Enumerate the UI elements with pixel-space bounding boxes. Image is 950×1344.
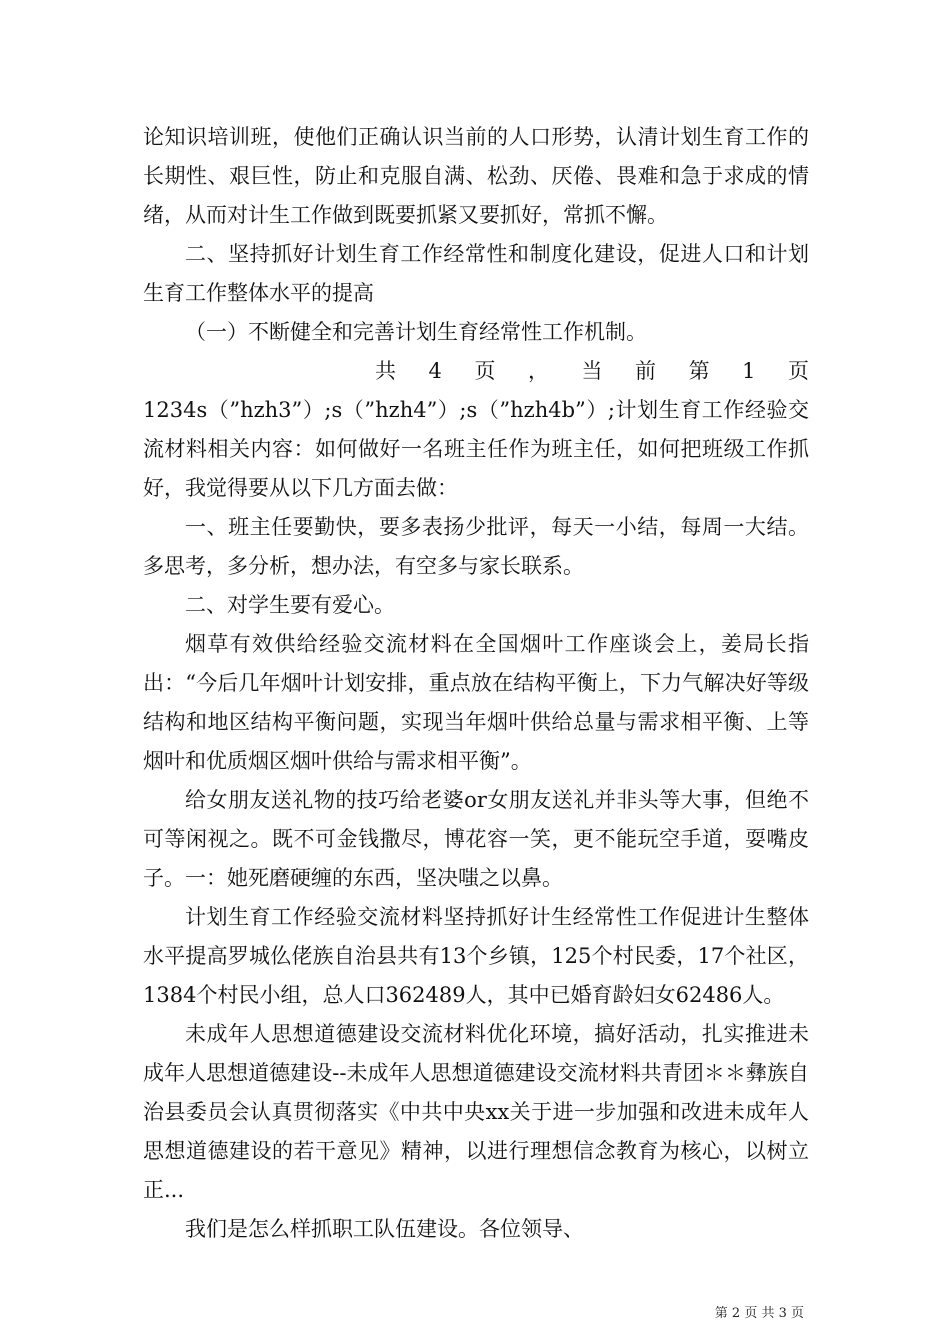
paragraph: 我们是怎么样抓职工队伍建设。各位领导、 <box>185 1217 584 1241</box>
inline-page-indicator <box>143 352 809 391</box>
paragraph: 计划生育工作经验交流材料坚持抓好计生经常性工作促进计生整体水平提高罗城仫佬族自治县共有13个乡镇，125个村民委，17个社区，1384个村民小组，总人口362489人，其中已婚育龄妇女62486人。 <box>143 905 809 1007</box>
paragraph: 未成年人思想道德建设交流材料优化环境，搞好活动，扎实推进未成年人思想道德建设--未成年人思想道德建设交流材料共青团＊＊彝族自治县委员会认真贯彻落实《中共中央xx关于进一步加强和改进未成年人思想道德建设的若干意见》精神，以进行理想信念教育为核心，以树立正... <box>143 1022 809 1202</box>
page-indicator-char: 前 <box>635 359 657 383</box>
page-indicator-char: ， <box>527 359 549 383</box>
paragraph: 一、班主任要勤快，要多表扬少批评，每天一小结，每周一大结。多思考，多分析，想办法，有空多与家长联系。 <box>143 515 809 578</box>
paragraph: 二、对学生要有爱心。 <box>185 593 395 617</box>
paragraph: 给女朋友送礼物的技巧给老婆or女朋友送礼并非头等大事，但绝不可等闲视之。既不可金钱撒尽，博花容一笑，更不能玩空手道，耍嘴皮子。一：她死磨硬缠的东西，坚决嗤之以鼻。 <box>143 788 809 890</box>
page-indicator-char: 共 <box>375 359 396 383</box>
document-body <box>143 118 809 1249</box>
page-indicator-char: 页 <box>474 359 496 383</box>
page-indicator-char: 页 <box>788 359 809 383</box>
page-footer: 第 2 页 共 3 页 <box>714 1306 804 1321</box>
paragraph: 烟草有效供给经验交流材料在全国烟叶工作座谈会上，姜局长指出：“今后几年烟叶计划安排，重点放在结构平衡上，下力气解决好等级结构和地区结构平衡问题，实现当年烟叶供给总量与需求相平衡、上等烟叶和优质烟区烟叶供给与需求相平衡”。 <box>143 632 809 773</box>
page-indicator-char: 1 <box>742 359 756 383</box>
page-indicator-char: 当 <box>581 359 603 383</box>
paragraph: 论知识培训班，使他们正确认识当前的人口形势，认清计划生育工作的长期性、艰巨性，防止和克服自满、松劲、厌倦、畏难和急于求成的情绪，从而对计生工作做到既要抓紧又要抓好，常抓不懈。 <box>143 125 809 227</box>
section-heading: 二、坚持抓好计划生育工作经常性和制度化建设，促进人口和计划生育工作整体水平的提高 <box>143 242 809 305</box>
paragraph: 1234s（”hzh3”）;s（”hzh4”）;s（”hzh4b”）;计划生育工作经验交流材料相关内容：如何做好一名班主任作为班主任，如何把班级工作抓好，我觉得要从以下几方面去做： <box>143 398 809 500</box>
page-indicator-char: 4 <box>428 359 442 383</box>
page-indicator-char: 第 <box>688 359 710 383</box>
subsection-heading: （一）不断健全和完善计划生育经常性工作机制。 <box>185 320 647 344</box>
